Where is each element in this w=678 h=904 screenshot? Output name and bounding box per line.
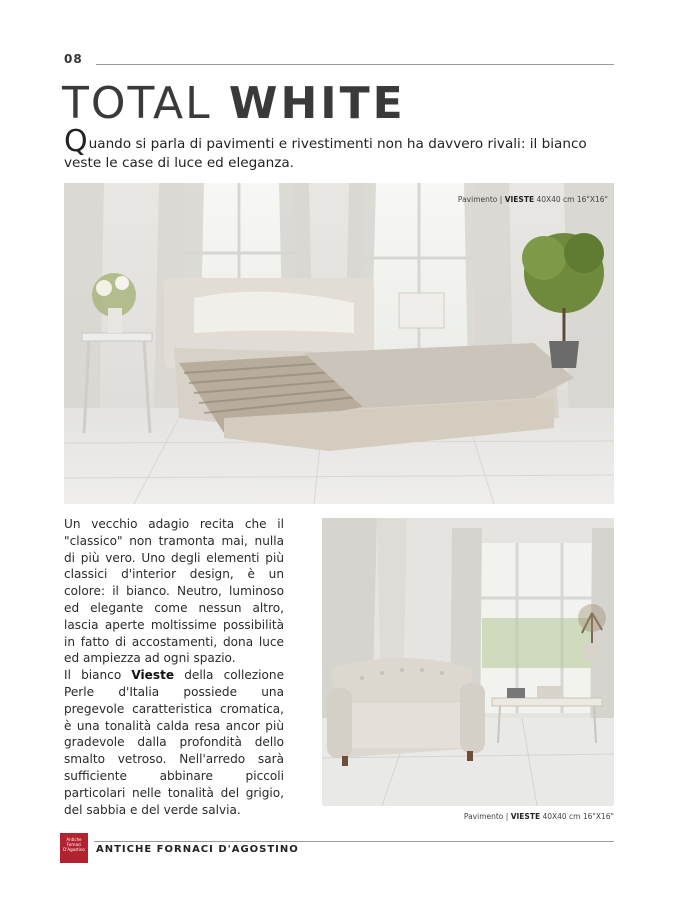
living-room-photo (322, 518, 614, 806)
caption-product: VIESTE (504, 195, 535, 204)
main-photo-caption (458, 195, 608, 204)
bedroom-photo (64, 183, 614, 504)
logo-line-3: D'Agostino (63, 847, 85, 852)
logo-line-1: Antiche (66, 837, 82, 842)
bottom-divider (94, 841, 614, 842)
caption-prefix: Pavimento | (463, 812, 509, 821)
title-bold: WHITE (228, 78, 406, 129)
caption-size: 40X40 cm 16"X16" (536, 195, 608, 204)
p2-bold-product: Vieste (131, 668, 175, 683)
body-text (64, 516, 284, 818)
caption-product: VIESTE (510, 812, 541, 821)
company-logo (60, 833, 88, 863)
intro-dropcap: Q (64, 124, 88, 159)
logo-line-2: Fornaci (66, 842, 82, 847)
caption-prefix: Pavimento | (457, 195, 503, 204)
top-divider (96, 64, 614, 65)
intro-text: uando si parla di pavimenti e rivestimenti non ha davvero rivali: il bianco veste le case di luce ed eleganza. (64, 136, 587, 171)
p2-end: della collezione Perle d'Italia possiede una pregevole caratteristica cromatica, è una tonalità calda resa ancor più gradevole dalla profondità dello smalto vetroso. Nell'arredo sarà sufficiente abbinare piccoli particolari nelle tonalità del grigio, del sabbia e del verde salvia. (64, 668, 285, 817)
second-photo-caption (464, 812, 614, 821)
caption-size: 40X40 cm 16"X16" (542, 812, 614, 821)
p2-start: Il bianco (64, 668, 132, 683)
intro-paragraph (64, 124, 616, 173)
page-number: 08 (64, 52, 83, 66)
body-paragraph-2 (64, 667, 284, 818)
footer-company-name: ANTICHE FORNACI D'AGOSTINO (96, 844, 299, 855)
body-paragraph-1: Un vecchio adagio recita che il "classico" non tramonta mai, nulla di più vero. Uno degli elementi più classici d'interior design, è un colore: il bianco. Neutro, luminoso ed elegante come nessun altro, lascia aperte moltissime possibilità in fatto di accostamenti, dona luce ed ampiezza ad ogni spazio. (64, 517, 284, 666)
page-title (62, 80, 406, 128)
title-light: TOTAL (62, 78, 212, 129)
